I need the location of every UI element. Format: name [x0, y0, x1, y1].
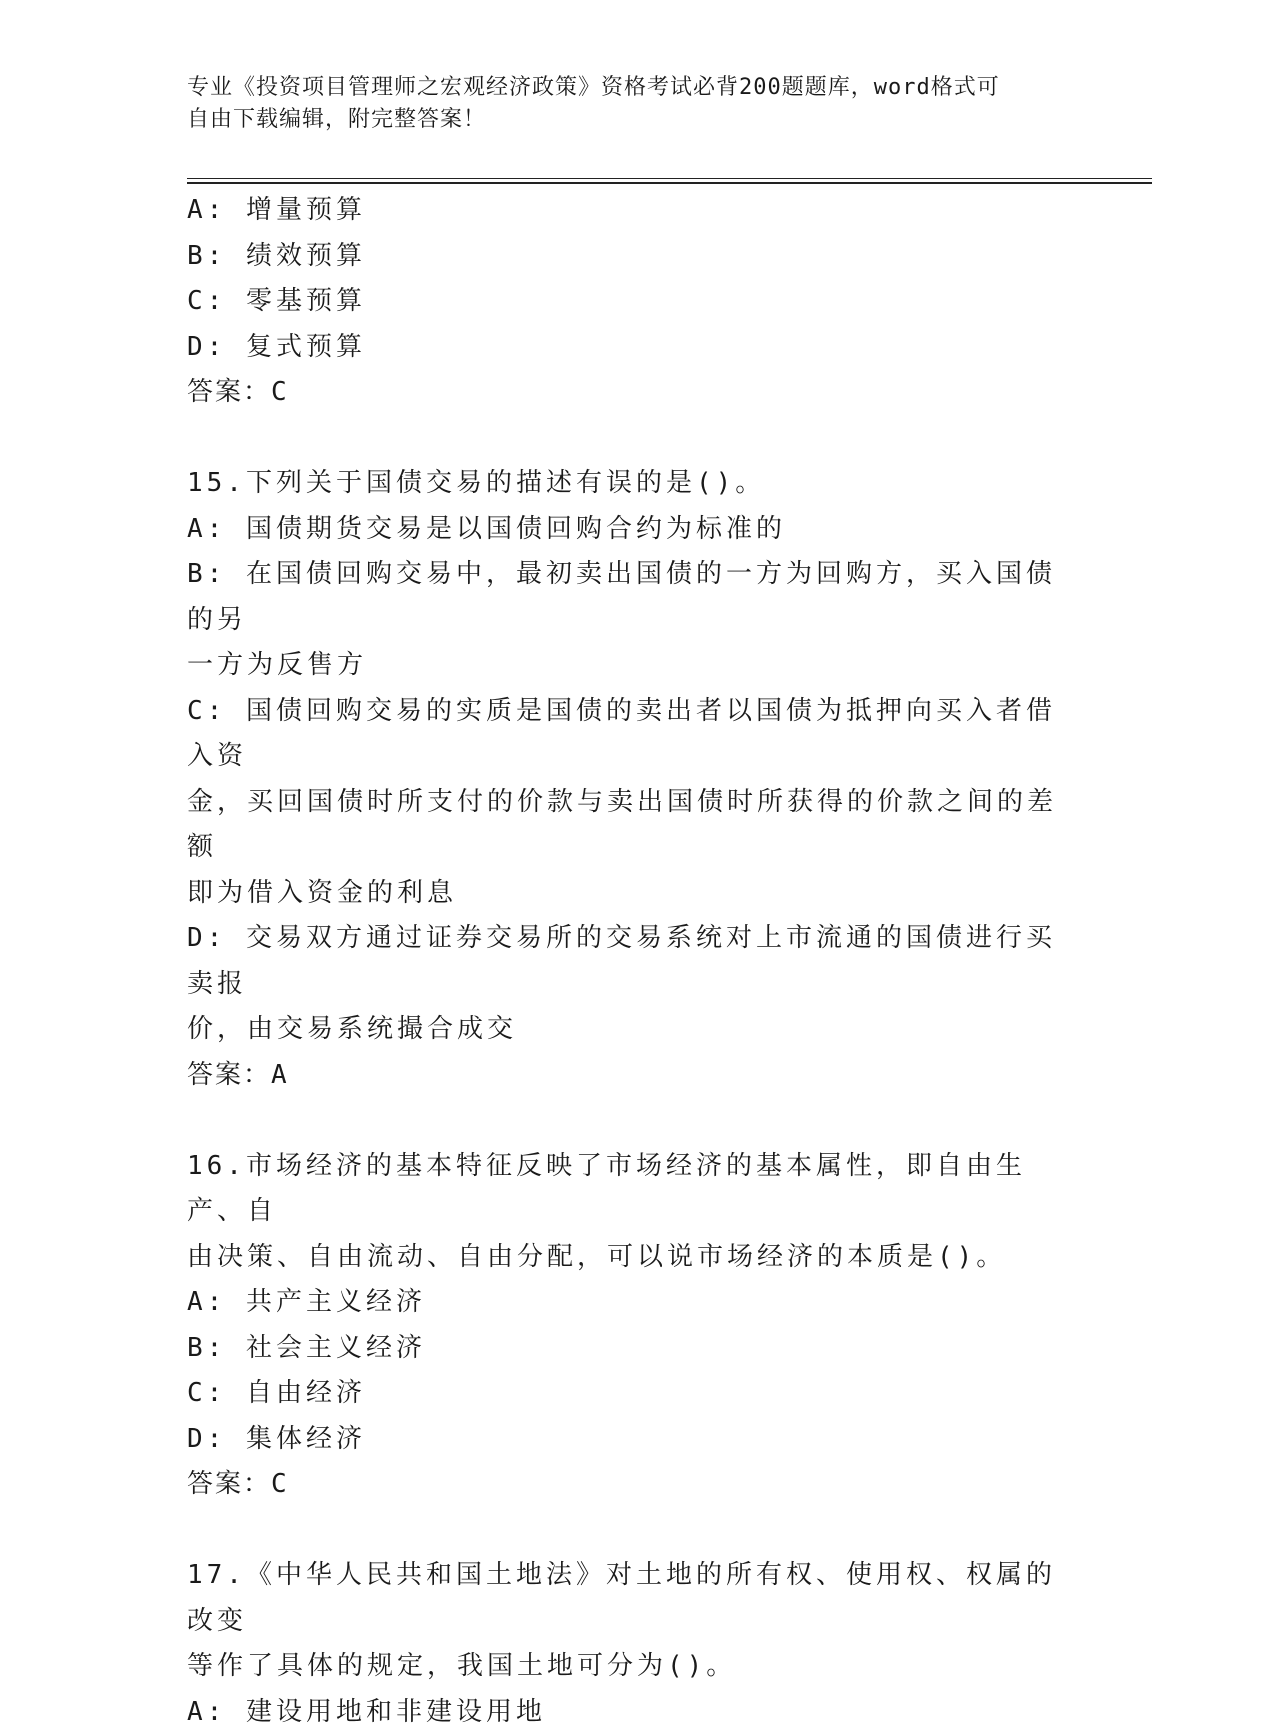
question-body — [187, 188, 1067, 1735]
q15-option-b-line-1: B: 在国债回购交易中，最初卖出国债的一方为回购方，买入国债的另 — [187, 552, 1067, 643]
q16-stem-line-2: 由决策、自由流动、自由分配，可以说市场经济的本质是()。 — [187, 1235, 1067, 1281]
question-17-block — [187, 1553, 1067, 1735]
header-divider-thick — [187, 182, 1152, 184]
q16-answer: 答案：C — [187, 1462, 1067, 1508]
q16-option-b: B: 社会主义经济 — [187, 1326, 1067, 1372]
header-line-1: 专业《投资项目管理师之宏观经济政策》资格考试必背200题题库，word格式可 — [187, 72, 1067, 104]
spacer — [187, 1098, 1067, 1144]
header-line-2: 自由下载编辑，附完整答案！ — [187, 104, 1067, 136]
q16-option-d: D: 集体经济 — [187, 1417, 1067, 1463]
q17-option-a: A: 建设用地和非建设用地 — [187, 1690, 1067, 1735]
page-header — [187, 72, 1067, 136]
q14-answer: 答案：C — [187, 370, 1067, 416]
q15-option-d-line-2: 价，由交易系统撮合成交 — [187, 1007, 1067, 1053]
spacer — [187, 416, 1067, 462]
question-16-block — [187, 1144, 1067, 1508]
q14-option-b: B: 绩效预算 — [187, 234, 1067, 280]
q15-option-c-line-2: 金，买回国债时所支付的价款与卖出国债时所获得的价款之间的差额 — [187, 780, 1067, 871]
q16-option-c: C: 自由经济 — [187, 1371, 1067, 1417]
q17-stem-line-2: 等作了具体的规定，我国土地可分为()。 — [187, 1644, 1067, 1690]
q15-option-a: A: 国债期货交易是以国债回购合约为标准的 — [187, 507, 1067, 553]
q15-option-d-line-1: D: 交易双方通过证券交易所的交易系统对上市流通的国债进行买卖报 — [187, 916, 1067, 1007]
q16-option-a: A: 共产主义经济 — [187, 1280, 1067, 1326]
q15-option-c-line-3: 即为借入资金的利息 — [187, 871, 1067, 917]
q17-stem-line-1: 17.《中华人民共和国土地法》对土地的所有权、使用权、权属的改变 — [187, 1553, 1067, 1644]
q15-option-c-line-1: C: 国债回购交易的实质是国债的卖出者以国债为抵押向买入者借入资 — [187, 689, 1067, 780]
q14-option-c: C: 零基预算 — [187, 279, 1067, 325]
question-14-block — [187, 188, 1067, 416]
header-divider-thin — [187, 178, 1152, 179]
q15-answer: 答案：A — [187, 1053, 1067, 1099]
q14-option-d: D: 复式预算 — [187, 325, 1067, 371]
q15-option-b-line-2: 一方为反售方 — [187, 643, 1067, 689]
q16-stem-line-1: 16.市场经济的基本特征反映了市场经济的基本属性，即自由生产、自 — [187, 1144, 1067, 1235]
q14-option-a: A: 增量预算 — [187, 188, 1067, 234]
q15-stem: 15.下列关于国债交易的描述有误的是()。 — [187, 461, 1067, 507]
question-15-block — [187, 461, 1067, 1098]
spacer — [187, 1508, 1067, 1554]
